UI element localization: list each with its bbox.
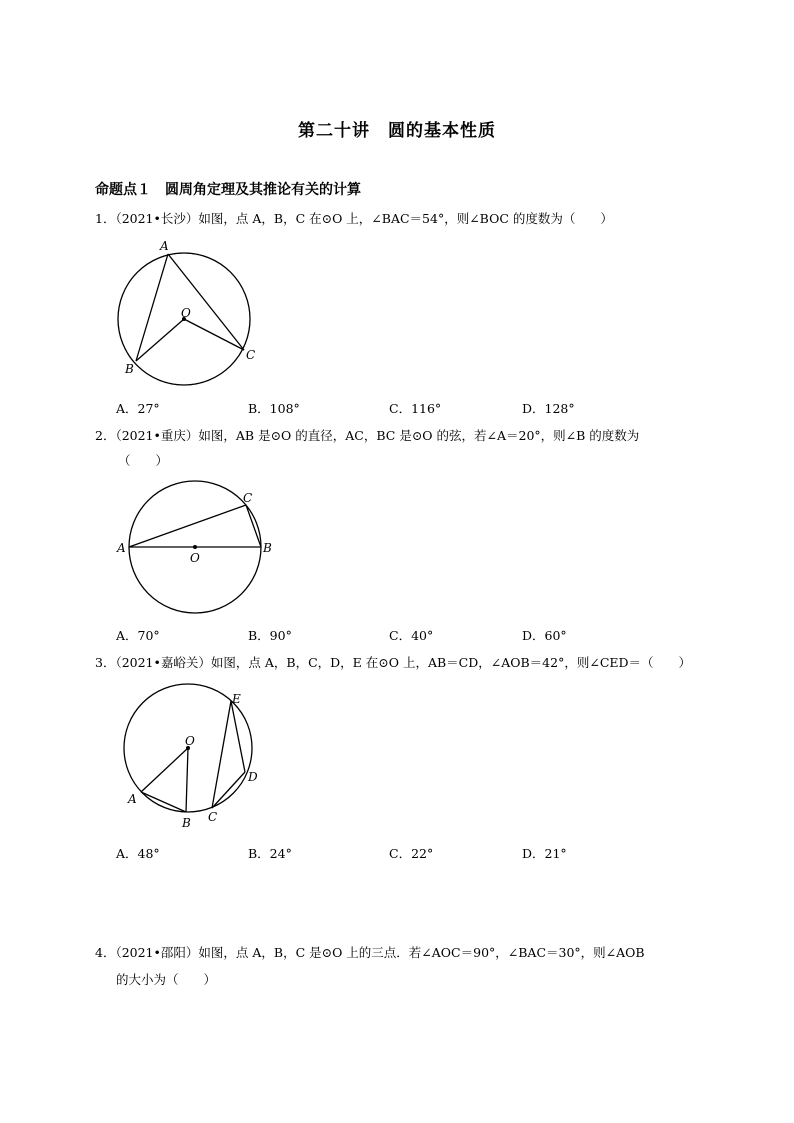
q3-option-a[interactable]: A．48° [116,846,160,861]
q2-label-o: O [190,551,200,565]
question-2-stem-cont: （ ） [118,453,169,468]
q2-option-b[interactable]: B．90° [248,628,292,643]
q3-label-b: B [182,816,191,830]
question-1-stem: 1．（2021•长沙）如图，点 A，B，C 在⊙O 上，∠BAC＝54°，则∠BOC 的度数为（ ） [95,211,613,226]
q1-label-c: C [246,348,256,362]
q2-label-a: A [117,541,126,555]
q3-label-c: C [208,810,218,824]
question-4-stem-cont: 的大小为（ ） [116,972,217,987]
q3-label-a: A [128,792,137,806]
q2-option-c[interactable]: C．40° [389,628,434,643]
question-2-stem: 2．（2021•重庆）如图，AB 是⊙O 的直径，AC，BC 是⊙O 的弦，若∠A＝20°，则∠B 的度数为 [95,428,640,443]
q1-label-b: B [125,362,134,376]
q3-option-c[interactable]: C．22° [389,846,434,861]
q2-label-c: C [243,491,253,505]
question-3-stem: 3．（2021•嘉峪关）如图，点 A，B，C，D，E 在⊙O 上，AB＝CD，∠AOB＝42°，则∠CED＝（ ） [95,655,692,670]
q3-label-d: D [248,770,258,784]
q3-label-o: O [185,734,195,748]
q1-option-d[interactable]: D．128° [522,401,575,416]
q2-label-b: B [263,541,272,555]
q1-label-o: O [181,306,191,320]
q3-label-e: E [232,692,241,706]
q3-option-b[interactable]: B．24° [248,846,292,861]
page-title: 第二十讲 圆的基本性质 [298,121,496,141]
section-heading: 命题点１ 圆周角定理及其推论有关的计算 [95,182,361,198]
q2-option-a[interactable]: A．70° [116,628,160,643]
q2-option-d[interactable]: D．60° [522,628,567,643]
q1-option-b[interactable]: B．108° [248,401,300,416]
q1-option-c[interactable]: C．116° [389,401,442,416]
q1-label-a: A [160,239,169,253]
q3-option-d[interactable]: D．21° [522,846,567,861]
question-4-stem: 4．（2021•邵阳）如图，点 A，B，C 是⊙O 上的三点．若∠AOC＝90°，∠BAC＝30°，则∠AOB [95,945,645,960]
q1-option-a[interactable]: A．27° [116,401,160,416]
